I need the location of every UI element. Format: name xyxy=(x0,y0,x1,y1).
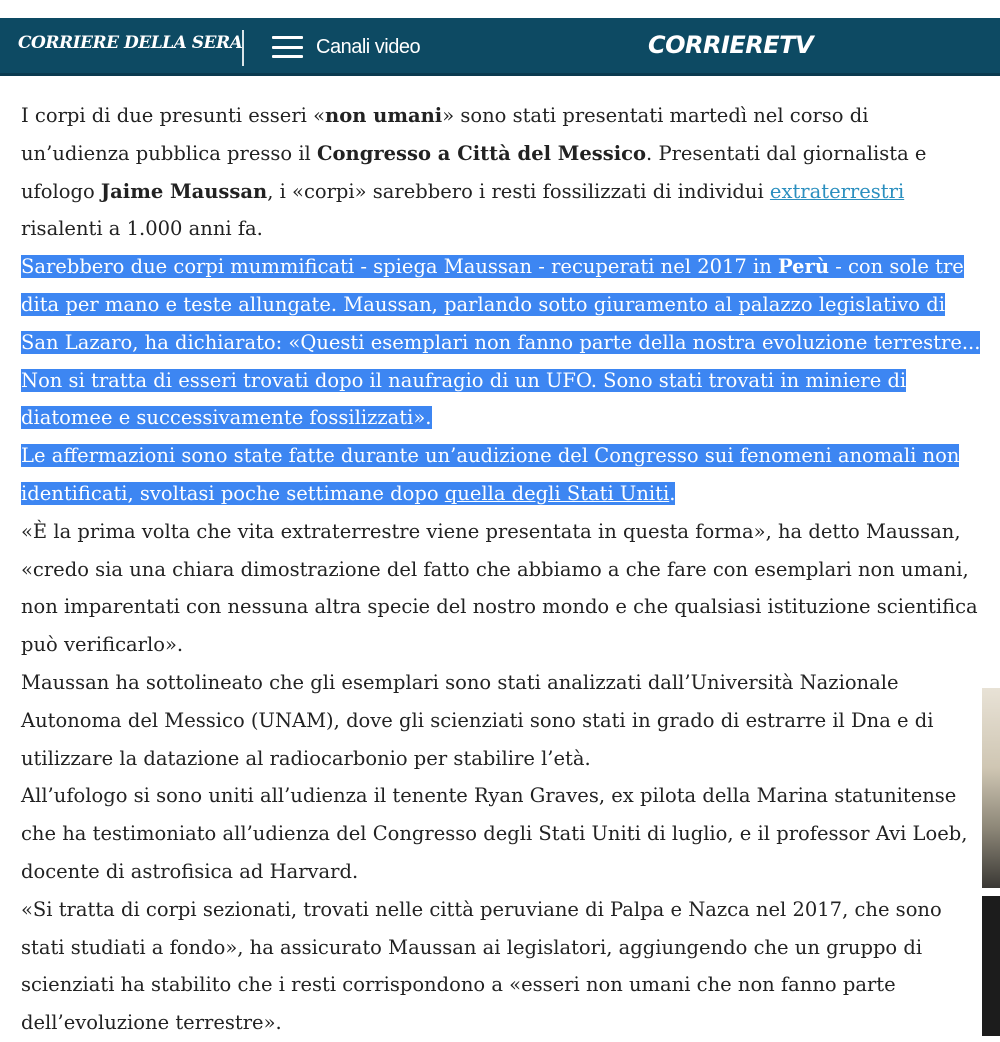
highlighted-paragraph: Sarebbero due corpi mummificati - spiega Maussan - recuperati nel 2017 in Perù - con sole tre dita per mano e teste allungate. Maussan, parlando sotto giuramento al palazzo legislativo di San Lazaro, ha dichiarato: «Questi esemplari non fanno parte della nostra evoluzione terrestre... Non si tratta di esseri trovati dopo il naufragio di un UFO. Sono stati trovati in miniere di diatomee e successivamente fossilizzati». xyxy=(21,255,981,430)
article-paragraph: Maussan ha sottolineato che gli esemplari sono stati analizzati dall’Università Nazionale Autonoma del Messico (UNAM), dove gli scienziati sono stati in grado di estrarre il Dna e di utilizzare la datazione al radiocarbonio per stabilire l’età. xyxy=(21,670,934,770)
corriere-logo[interactable]: CORRIERE DELLA SERA xyxy=(18,33,243,53)
article-paragraph: «È la prima volta che vita extraterrestre viene presentata in questa forma», ha detto Maussan, «credo sia una chiara dimostrazione del fatto che abbiamo a che fare con esemplari non umani, non imparentati con nessuna altra specie del nostro mondo e che qualsiasi istituzione scientifica può verificarlo». xyxy=(21,519,978,657)
article-body xyxy=(21,97,983,1042)
highlighted-paragraph: Le affermazioni sono state fatte durante un’audizione del Congresso sui fenomeni anomali non identificati, svoltasi poche settimane dopo quella degli Stati Uniti. xyxy=(21,444,960,505)
site-header xyxy=(0,18,1000,76)
menu-label: Canali video xyxy=(316,35,421,58)
article-paragraph: I corpi di due presunti esseri «non umani» sono stati presentati martedì nel corso di un’udienza pubblica presso il Congresso a Città del Messico. Presentati dal giornalista e ufologo Jaime Maussan, i «corpi» sarebbero i resti fossilizzati di individui extraterrestri risalenti a 1.000 anni fa. xyxy=(21,104,927,241)
article-paragraph: «Si tratta di corpi sezionati, trovati nelle città peruviane di Palpa e Nazca nel 2017, che sono stati studiati a fondo», ha assicurato Maussan ai legislatori, aggiungendo che un gruppo di scienziati ha stabilito che i resti corrispondono a «esseri non umani che non fanno parte dell’evoluzione terrestre». xyxy=(21,897,942,1035)
article-paragraph: All’ufologo si sono uniti all’udienza il tenente Ryan Graves, ex pilota della Marina statunitense che ha testimoniato all’udienza del Congresso degli Stati Uniti di luglio, e il professor Avi Loeb, docente di astrofisica ad Harvard. xyxy=(21,784,968,883)
side-video-thumbnail[interactable] xyxy=(982,688,1000,888)
stati-uniti-link[interactable]: quella degli Stati Uniti xyxy=(444,481,670,505)
hamburger-menu-icon xyxy=(272,36,303,58)
extraterrestri-link[interactable]: extraterrestri xyxy=(769,179,905,203)
top-strip xyxy=(0,0,1000,18)
corrieretv-logo[interactable]: CORRIERETV xyxy=(648,31,814,59)
side-video-thumbnail[interactable] xyxy=(982,896,1000,1036)
video-channels-menu-button[interactable] xyxy=(272,32,420,62)
header-divider xyxy=(242,30,244,66)
